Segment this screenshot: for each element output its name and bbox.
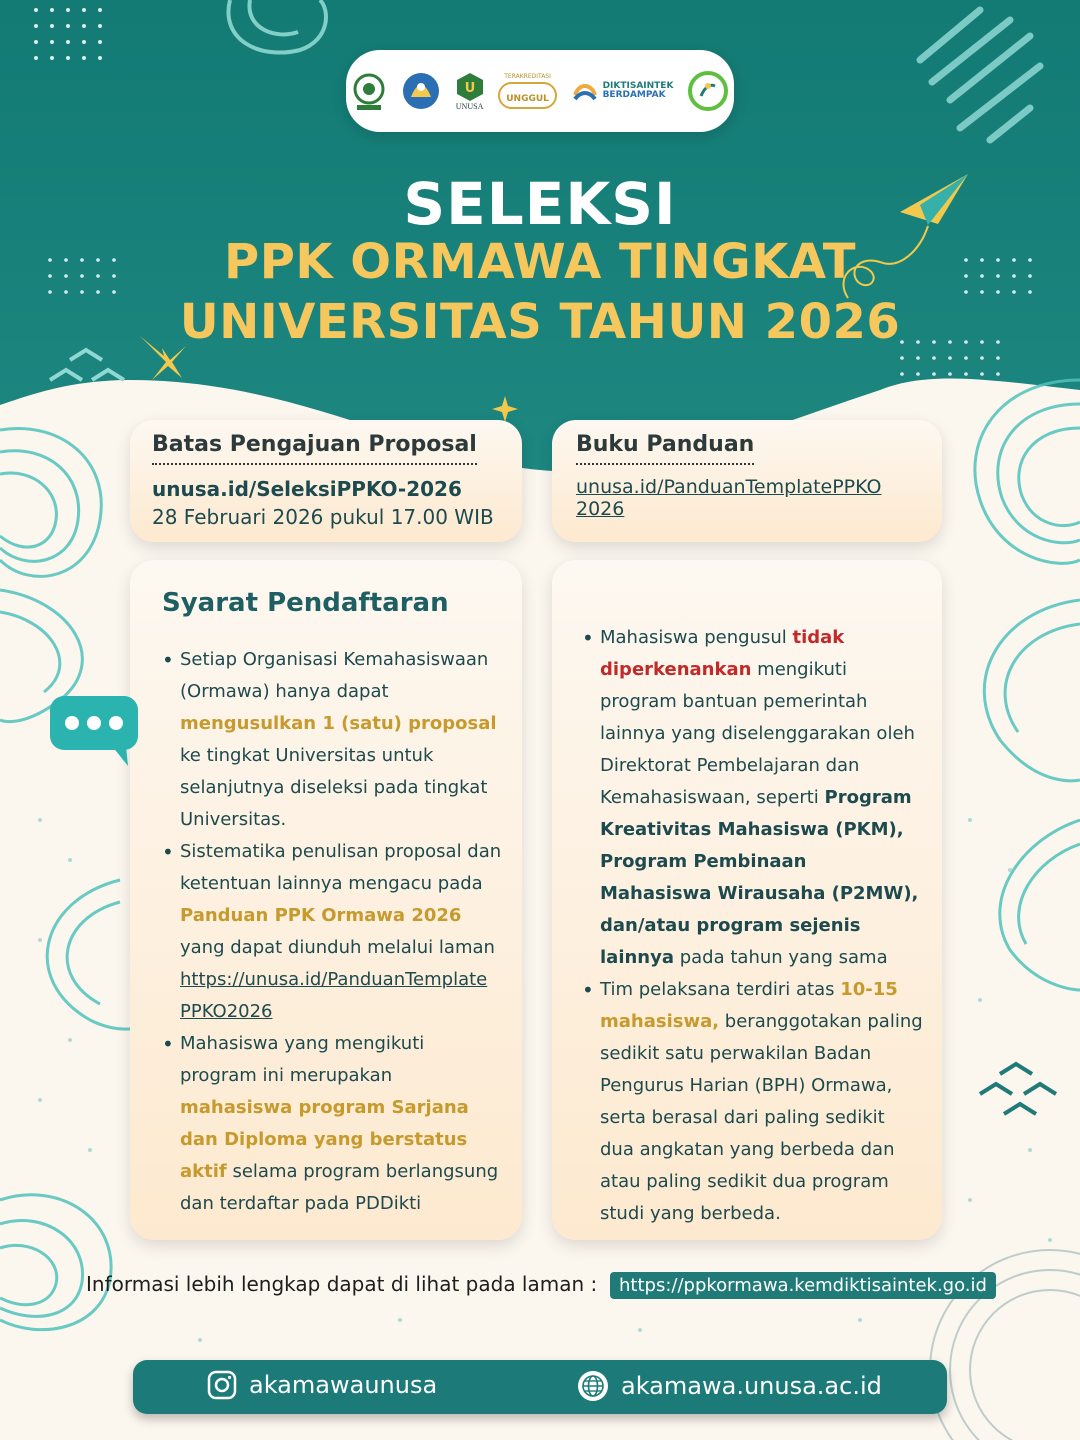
diktisaintek-label-1: DIKTISAINTEK bbox=[602, 81, 674, 91]
info-link[interactable]: https://ppkormawa.kemdiktisaintek.go.id bbox=[610, 1272, 996, 1299]
website-contact[interactable] bbox=[577, 1370, 882, 1402]
deadline-card bbox=[130, 420, 522, 542]
footer-bar bbox=[133, 1360, 947, 1414]
instagram-handle: akamawaunusa bbox=[249, 1371, 438, 1399]
requirements-card-right bbox=[552, 560, 942, 1240]
instagram-contact[interactable] bbox=[207, 1370, 437, 1400]
unusa-label: UNUSA bbox=[455, 101, 484, 111]
title-line-2: PPK ORMAWA TINGKAT bbox=[224, 234, 856, 290]
logo-strip bbox=[346, 50, 734, 132]
submission-link[interactable]: unusa.id/SeleksiPPKO-2026 bbox=[152, 477, 462, 501]
requirements-card-left bbox=[130, 560, 522, 1240]
guide-url-link[interactable]: https://unusa.id/PanduanTemplate PPKO2026 bbox=[180, 969, 488, 1022]
diktisaintek-logo bbox=[571, 77, 674, 105]
svg-text:U: U bbox=[464, 80, 475, 96]
nu-logo bbox=[351, 69, 387, 113]
chat-bubble-icon bbox=[50, 696, 142, 768]
instagram-icon bbox=[207, 1370, 237, 1400]
diktisaintek-label-2: BERDAMPAK bbox=[602, 90, 666, 100]
unggul-top-label: TERAKREDITASI bbox=[504, 73, 551, 80]
unggul-label: UNGGUL bbox=[506, 94, 549, 104]
requirement-item: • Setiap Organisasi Kemahasiswaan (Ormawa) hanya dapat mengusulkan 1 (satu) proposal ke tingkat Universitas untuk selanjutnya diseleksi pada tingkat Universitas. bbox=[162, 644, 502, 836]
deadline-heading: Batas Pengajuan Proposal bbox=[152, 432, 477, 465]
deadline-date: 28 Februari 2026 pukul 17.00 WIB bbox=[152, 505, 494, 529]
guide-card bbox=[552, 420, 942, 542]
requirement-item: • Tim pelaksana terdiri atas 10-15 mahasiswa, beranggotakan paling sedikit satu perwakilan Badan Pengurus Harian (BPH) Ormawa, serta berasal dari paling sedikit dua angkatan yang berbeda dan atau paling sedikit dua program studi yang berbeda. bbox=[582, 974, 924, 1230]
guide-heading: Buku Panduan bbox=[576, 432, 754, 465]
globe-icon bbox=[577, 1370, 609, 1402]
info-text: Informasi lebih lengkap dapat di lihat pada laman : bbox=[86, 1272, 598, 1296]
title-line-1: SELEKSI bbox=[403, 170, 677, 238]
ppk-ormawa-logo bbox=[687, 70, 729, 112]
unggul-badge bbox=[499, 73, 557, 109]
requirement-item: • Sistematika penulisan proposal dan ketentuan lainnya mengacu pada Panduan PPK Ormawa 2026 yang dapat diunduh melalui laman https://unusa.id/PanduanTemplate PPKO2026 bbox=[162, 836, 502, 1028]
requirement-item: • Mahasiswa yang mengikuti program ini merupakan mahasiswa program Sarjana dan Diploma yang berstatus aktif selama program berlangsung dan terdaftar pada PDDikti bbox=[162, 1028, 502, 1220]
guide-link[interactable]: unusa.id/PanduanTemplatePPKO 2026 bbox=[576, 476, 882, 520]
title-line-3: UNIVERSITAS TAHUN 2026 bbox=[179, 294, 901, 350]
unusa-logo bbox=[455, 72, 485, 111]
requirement-item: • Mahasiswa pengusul tidak diperkenankan mengikuti program bantuan pemerintah lainnya yang diselenggarakan oleh Direktorat Pembelajaran dan Kemahasiswaan, seperti Program Kreativitas Mahasiswa (PKM), Program Pembinaan Mahasiswa Wirausaha (P2MW), dan/atau program sejenis lainnya pada tahun yang sama bbox=[582, 622, 924, 974]
website-url: akamawa.unusa.ac.id bbox=[621, 1372, 882, 1400]
requirements-heading: Syarat Pendaftaran bbox=[162, 588, 449, 618]
kemendikbud-logo bbox=[401, 71, 441, 111]
